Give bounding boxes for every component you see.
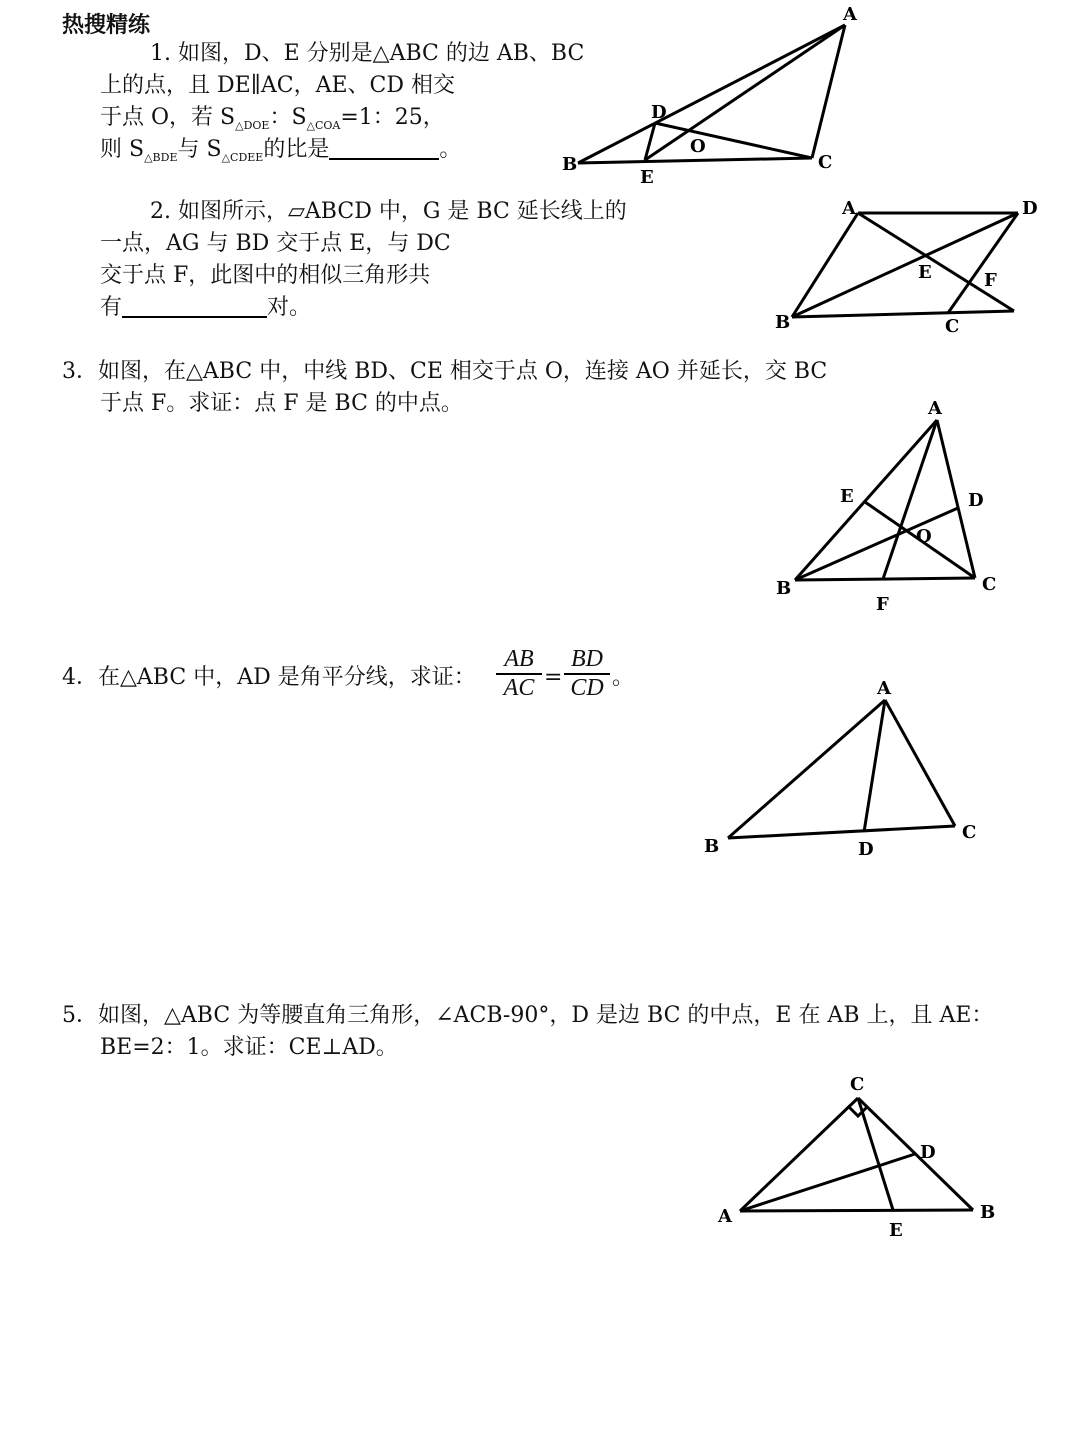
q1-text: 于点 O，若 S xyxy=(100,105,236,130)
q1-text: =1：25， xyxy=(340,105,445,130)
q2-label-d: D xyxy=(1022,198,1038,219)
q2-label-e: E xyxy=(918,262,932,283)
q3-label-c: C xyxy=(982,574,997,595)
q1-label-e: E xyxy=(640,167,654,188)
q3-label-o: O xyxy=(916,526,932,547)
q5-label-a: A xyxy=(718,1206,732,1227)
q1-text: 与 S xyxy=(177,137,222,162)
q1-subscript: △DOE xyxy=(235,119,270,132)
q5-label-b: B xyxy=(980,1202,996,1223)
q5-segment-ad xyxy=(740,1154,915,1211)
q2-label-c: C xyxy=(945,316,960,337)
q3-label-e: E xyxy=(840,486,854,507)
q2-label-f: F xyxy=(984,270,997,291)
q5-line-2: BE=2：1。求证：CE⊥AD。 xyxy=(100,1035,398,1060)
q4-numerator: AB xyxy=(496,646,542,675)
q5-label-c: C xyxy=(850,1074,865,1095)
section-heading: 热搜精练 xyxy=(62,13,151,38)
q4-label-a: A xyxy=(877,678,891,699)
q4-numerator: BD xyxy=(564,646,610,675)
q5-line-1: 5．如图，△ABC 为等腰直角三角形，∠ACB-90°，D 是边 BC 的中点，E 在 AB 上，且 AE： xyxy=(62,1003,994,1028)
q1-label-c: C xyxy=(818,152,833,173)
q3-label-f: F xyxy=(876,594,889,615)
q2-text: 有 xyxy=(100,295,123,320)
q3-line-1: 3．如图，在△ABC 中，中线 BD、CE 相交于点 O，连接 AO 并延长，交 BC xyxy=(62,359,828,384)
q2-line-3: 交于点 F，此图中的相似三角形共 xyxy=(100,263,431,288)
q5-side-ca xyxy=(740,1098,858,1211)
q4-line-1: 4．在△ABC 中，AD 是角平分线，求证： xyxy=(62,665,476,690)
q2-text: 对。 xyxy=(267,295,312,320)
q1-label-b: B xyxy=(562,154,578,175)
q4-label-b: B xyxy=(704,836,720,857)
q1-line-1: 1. 如图，D、E 分别是△ABC 的边 AB、BC xyxy=(150,41,585,66)
q4-label-c: C xyxy=(962,822,977,843)
q2-line-2: 一点，AG 与 BD 交于点 E，与 DC xyxy=(100,231,451,256)
q1-line-2: 上的点，且 DE∥AC，AE、CD 相交 xyxy=(100,73,455,98)
q1-text: ：S xyxy=(269,105,307,130)
q5-label-d: D xyxy=(920,1142,936,1163)
q5-label-e: E xyxy=(889,1220,903,1241)
q4-denominator: AC xyxy=(503,675,535,701)
q1-label-o: O xyxy=(690,136,706,157)
q4-label-d: D xyxy=(858,839,874,860)
q3-label-d: D xyxy=(968,490,984,511)
q2-label-a: A xyxy=(842,198,856,219)
q1-text: 的比是 xyxy=(263,137,330,162)
q2-label-b: B xyxy=(775,312,791,333)
q5-side-ab xyxy=(740,1210,973,1211)
q4-denominator: CD xyxy=(570,675,604,701)
q3-label-a: A xyxy=(928,398,942,419)
q1-subscript: △BDE xyxy=(144,151,178,164)
q1-subscript: △COA xyxy=(306,119,341,132)
q3-line-2: 于点 F。求证：点 F 是 BC 的中点。 xyxy=(100,391,463,416)
q3-label-b: B xyxy=(776,578,792,599)
q2-line-1: 2. 如图所示，▱ABCD 中，G 是 BC 延长线上的 xyxy=(150,199,627,224)
q1-subscript: △CDEE xyxy=(221,151,264,164)
q1-label-a: A xyxy=(843,4,857,25)
q1-label-d: D xyxy=(651,102,667,123)
q1-text: 则 S xyxy=(100,137,145,162)
q4-period: 。 xyxy=(612,665,635,690)
q4-equals: = xyxy=(544,665,563,690)
q1-text: 。 xyxy=(439,137,462,162)
